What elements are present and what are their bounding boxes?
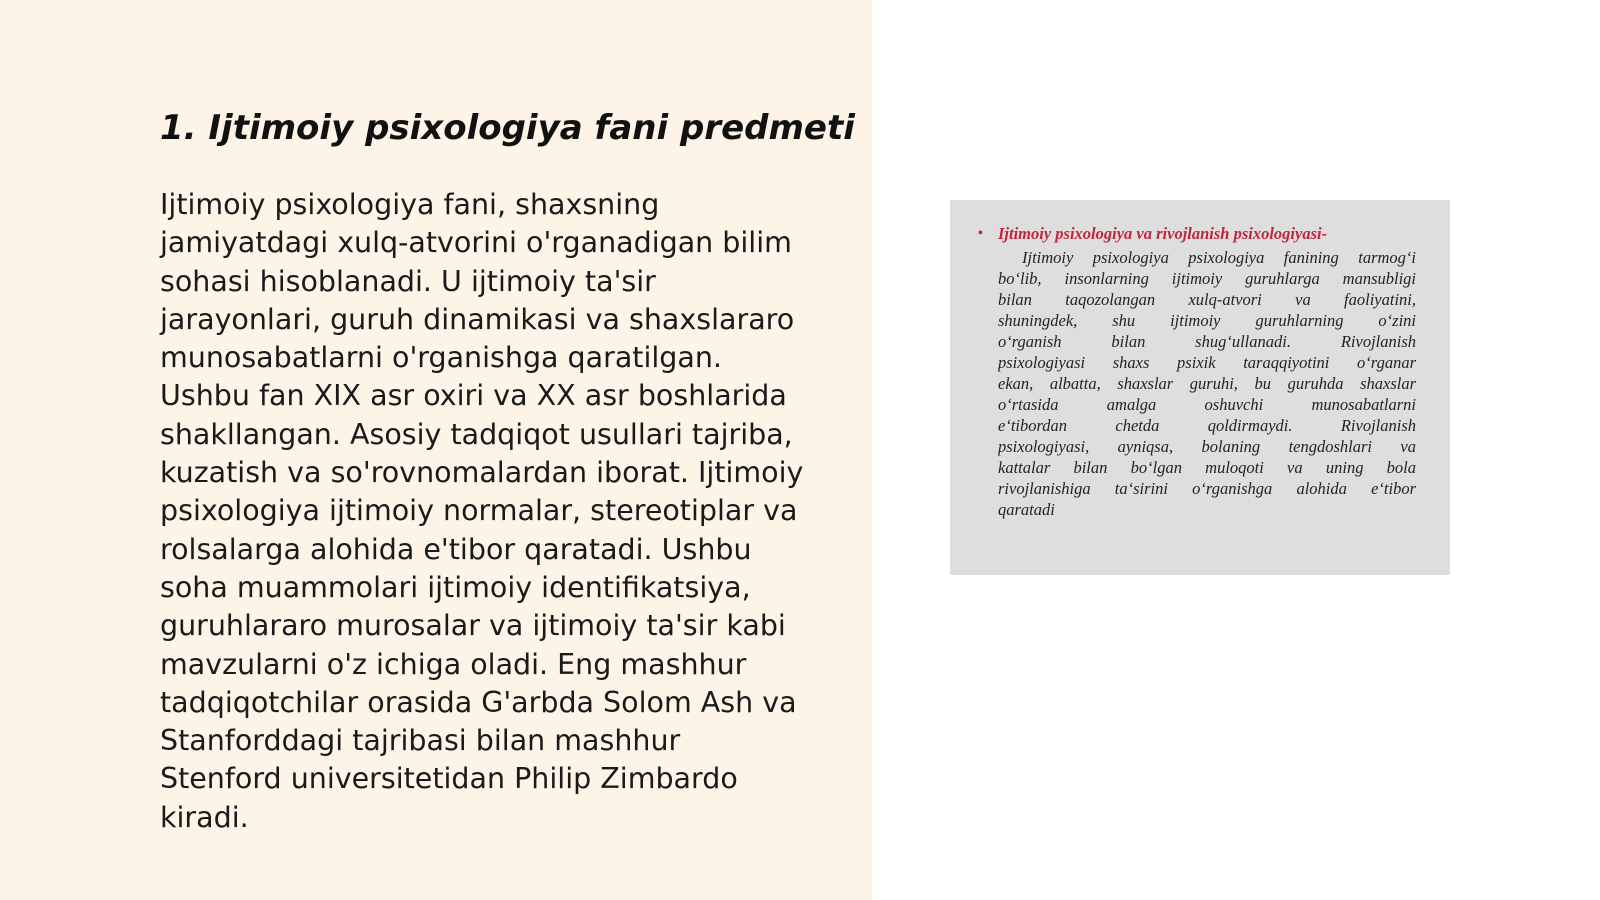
image-text-line: rivojlanishiga ta‘sirini o‘rganishga alohida e‘tibor — [998, 479, 1416, 498]
body-line: Stenford universitetidan Philip Zimbardo — [160, 762, 738, 796]
body-line: Stanforddagi tajribasi bilan mashhur — [160, 724, 681, 758]
image-text-line: kattalar bilan bo‘lgan muloqoti va uning bola — [998, 458, 1416, 477]
bullet-icon: • — [978, 226, 983, 241]
image-text-line: bilan taqozolangan xulq-atvori va faoliyatini, — [998, 290, 1416, 309]
embedded-text-image — [950, 200, 1450, 575]
image-text-line: bo‘lib, insonlarning ijtimoiy guruhlarga mansubligi — [998, 269, 1416, 288]
slide-title: 1. Ijtimoiy psixologiya fani predmeti — [160, 108, 855, 148]
image-text-line: Ijtimoiy psixologiya psixologiya fanining tarmog‘i — [1022, 248, 1416, 267]
body-line: soha muammolari ijtimoiy identifikatsiya, — [160, 570, 751, 604]
body-line: jarayonlari, guruh dinamikasi va shaxslararo — [160, 302, 795, 336]
image-text-line: qaratadi — [998, 500, 1055, 519]
body-line: shakllangan. Asosiy tadqiqot usullari tajriba, — [160, 417, 793, 451]
slide-body-text — [160, 186, 850, 837]
image-text-line: psixologiyasi shaxs psixik taraqqiyotini o‘rganar — [998, 353, 1416, 372]
body-line: sohasi hisoblanadi. U ijtimoiy ta'sir — [160, 264, 656, 298]
image-text-line: shuningdek, shu ijtimoiy guruhlarning o‘zini — [998, 311, 1416, 330]
body-line: kiradi. — [160, 800, 249, 834]
image-text-line: o‘rganish bilan shug‘ullanadi. Rivojlanish — [998, 332, 1416, 351]
image-text-line: o‘rtasida amalga oshuvchi munosabatlarni — [998, 395, 1416, 414]
body-line: Ushbu fan XIX asr oxiri va XX asr boshlarida — [160, 379, 787, 413]
image-text-line: psixologiyasi, ayniqsa, bolaning tengdoshlari va — [998, 437, 1416, 456]
body-line: jamiyatdagi xulq-atvorini o'rganadigan bilim — [160, 226, 792, 260]
image-text-line: ekan, albatta, shaxslar guruhi, bu guruhda shaxslar — [998, 374, 1416, 393]
body-line: mavzularni o'z ichiga oladi. Eng mashhur — [160, 647, 747, 681]
image-text-line: e‘tibordan chetda qoldirmaydi. Rivojlanish — [998, 416, 1416, 435]
body-line: psixologiya ijtimoiy normalar, stereotiplar va — [160, 494, 798, 528]
image-heading-text: Ijtimoiy psixologiya va rivojlanish psixologiyasi- — [998, 224, 1328, 243]
body-line: Ijtimoiy psixologiya fani, shaxsning — [160, 188, 660, 221]
body-line: guruhlararo murosalar va ijtimoiy ta'sir kabi — [160, 609, 786, 643]
body-line: kuzatish va so'rovnomalardan iborat. Ijtimoiy — [160, 456, 804, 490]
body-line: tadqiqotchilar orasida G'arbda Solom Ash va — [160, 685, 797, 719]
image-paragraph — [978, 247, 1416, 520]
body-line: munosabatlarni o'rganishga qaratilgan. — [160, 341, 722, 375]
body-line: rolsalarga alohida e'tibor qaratadi. Ushbu — [160, 532, 752, 566]
image-heading — [978, 223, 1416, 245]
